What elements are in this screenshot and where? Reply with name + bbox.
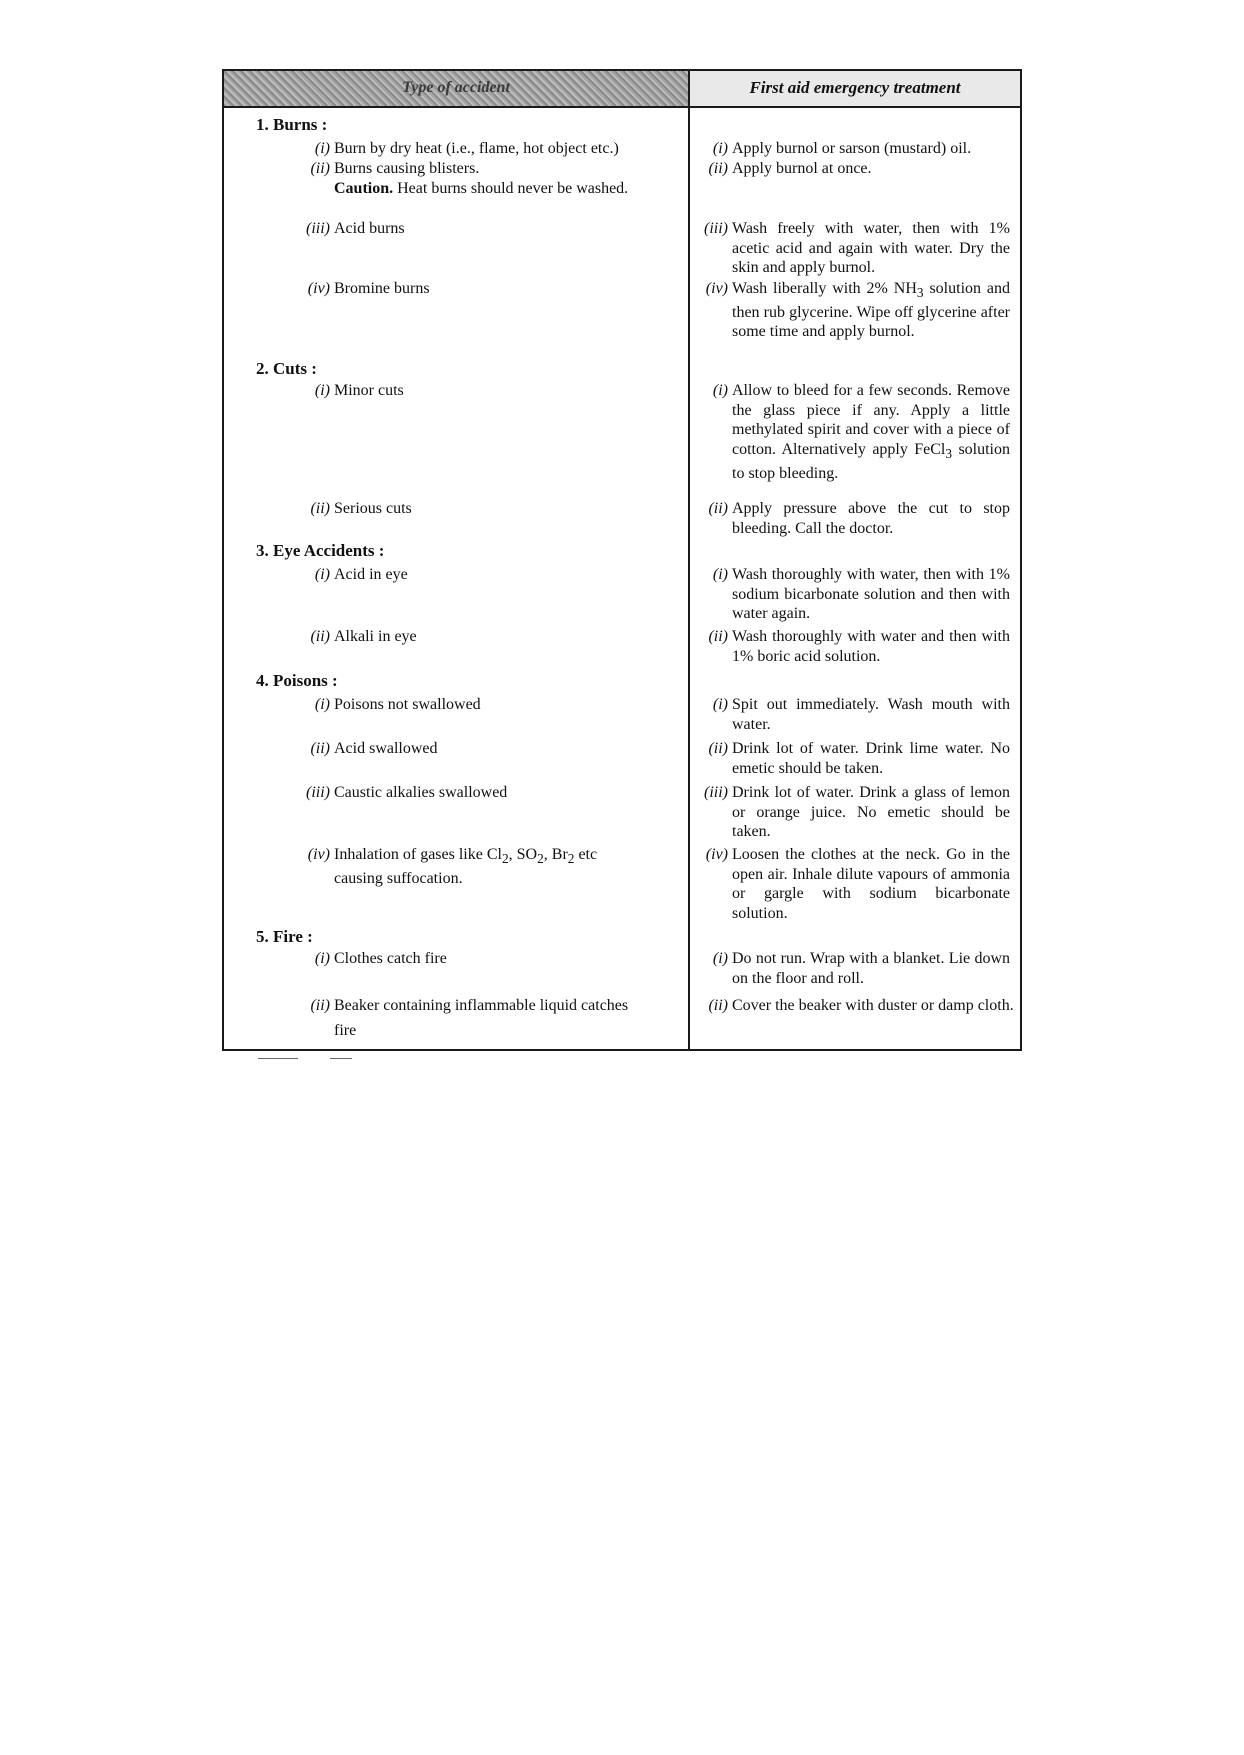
accident-fire-1: (i) Clothes catch fire [314, 950, 447, 967]
section-title-cuts: 2. Cuts : [256, 359, 317, 378]
section-title-fire: 5. Fire : [256, 927, 313, 946]
treatment-poisons-3: (iii) Drink lot of water. Drink a glass of lemon or orange juice. No emetic should be taken. [704, 784, 1010, 841]
caution-label: Caution. [334, 180, 394, 197]
accident-cuts-2: (ii) Serious cuts [310, 500, 412, 517]
caution-text: Heat burns should never be washed. [397, 180, 629, 197]
treatment-cuts-1: (i) Allow to bleed for a few seconds. Remove the glass piece if any. Apply a little methylated spirit and cover with a piece of cotton. Alternatively apply FeCl$_3$ solution to stop bleeding. [712, 382, 1011, 482]
treatment-burns-2: (ii) Apply burnol at once. [708, 160, 872, 177]
treatment-burns-4: (iv) Wash liberally with 2% $NH_3$ solution and then rub glycerine. Wipe off glycerine after some time and apply burnol. [705, 280, 1010, 341]
accident-poisons-4: (iv) Inhalation of gases like $Cl_2$, $SO_2$, $Br_2$ etc causing suffocation. [307, 846, 598, 887]
treatment-fire-1: (i) Do not run. Wrap with a blanket. Lie down on the floor and roll. [712, 950, 1010, 987]
treatment-poisons-1: (i) Spit out immediately. Wash mouth with water. [712, 696, 1010, 733]
caution-note [334, 179, 634, 199]
accident-poisons-3: (iii) Caustic alkalies swallowed [306, 784, 508, 801]
treatment-eye-2: (ii) Wash thoroughly with water and then with 1% boric acid solution. [708, 628, 1010, 665]
treatment-poisons-4: (iv) Loosen the clothes at the neck. Go in the open air. Inhale dilute vapours of ammonia or gargle with sodium bicarbonate solution. [705, 846, 1010, 922]
treatment-burns-1: (i) Apply burnol or sarson (mustard) oil. [712, 140, 972, 157]
first-aid-table [222, 69, 1022, 1051]
treatment-fire-2: (ii) Cover the beaker with duster or damp cloth. [708, 997, 1014, 1014]
accident-burns-3: (iii) Acid burns [306, 220, 405, 237]
header-divider [224, 106, 1020, 108]
stray-mark [330, 1058, 352, 1059]
header-type-of-accident [224, 71, 688, 106]
accident-burns-1: (i) Burn by dry heat (i.e., flame, hot object etc.) [314, 140, 619, 157]
accident-eye-1: (i) Acid in eye [314, 566, 408, 583]
treatment-poisons-2: (ii) Drink lot of water. Drink lime water. No emetic should be taken. [708, 740, 1010, 777]
accident-eye-2: (ii) Alkali in eye [310, 628, 417, 645]
accident-burns-2: (ii) Burns causing blisters. [310, 160, 480, 177]
section-title-burns: 1. Burns : [256, 115, 328, 134]
accident-poisons-2: (ii) Acid swallowed [310, 740, 438, 757]
treatment-eye-1: (i) Wash thoroughly with water, then with 1% sodium bicarbonate solution and then with water again. [712, 566, 1010, 623]
accident-cuts-1: (i) Minor cuts [314, 382, 404, 399]
section-title-poisons: 4. Poisons : [256, 671, 338, 690]
header-left-text: Type of accident [402, 79, 510, 96]
treatment-burns-3: (iii) Wash freely with water, then with 1% acetic acid and again with water. Dry the skin and apply burnol. [704, 220, 1010, 277]
accident-fire-2: (ii) Beaker containing inflammable liquid catches fire [310, 997, 629, 1039]
treatment-cuts-2: (ii) Apply pressure above the cut to stop bleeding. Call the doctor. [708, 500, 1010, 537]
header-right-text: First aid emergency treatment [749, 78, 961, 97]
accident-poisons-1: (i) Poisons not swallowed [314, 696, 481, 713]
header-first-aid-treatment [690, 71, 1020, 106]
accident-burns-4: (iv) Bromine burns [307, 280, 430, 297]
column-divider [688, 71, 690, 1049]
stray-mark [258, 1058, 298, 1059]
section-title-eye-accidents: 3. Eye Accidents : [256, 541, 385, 560]
